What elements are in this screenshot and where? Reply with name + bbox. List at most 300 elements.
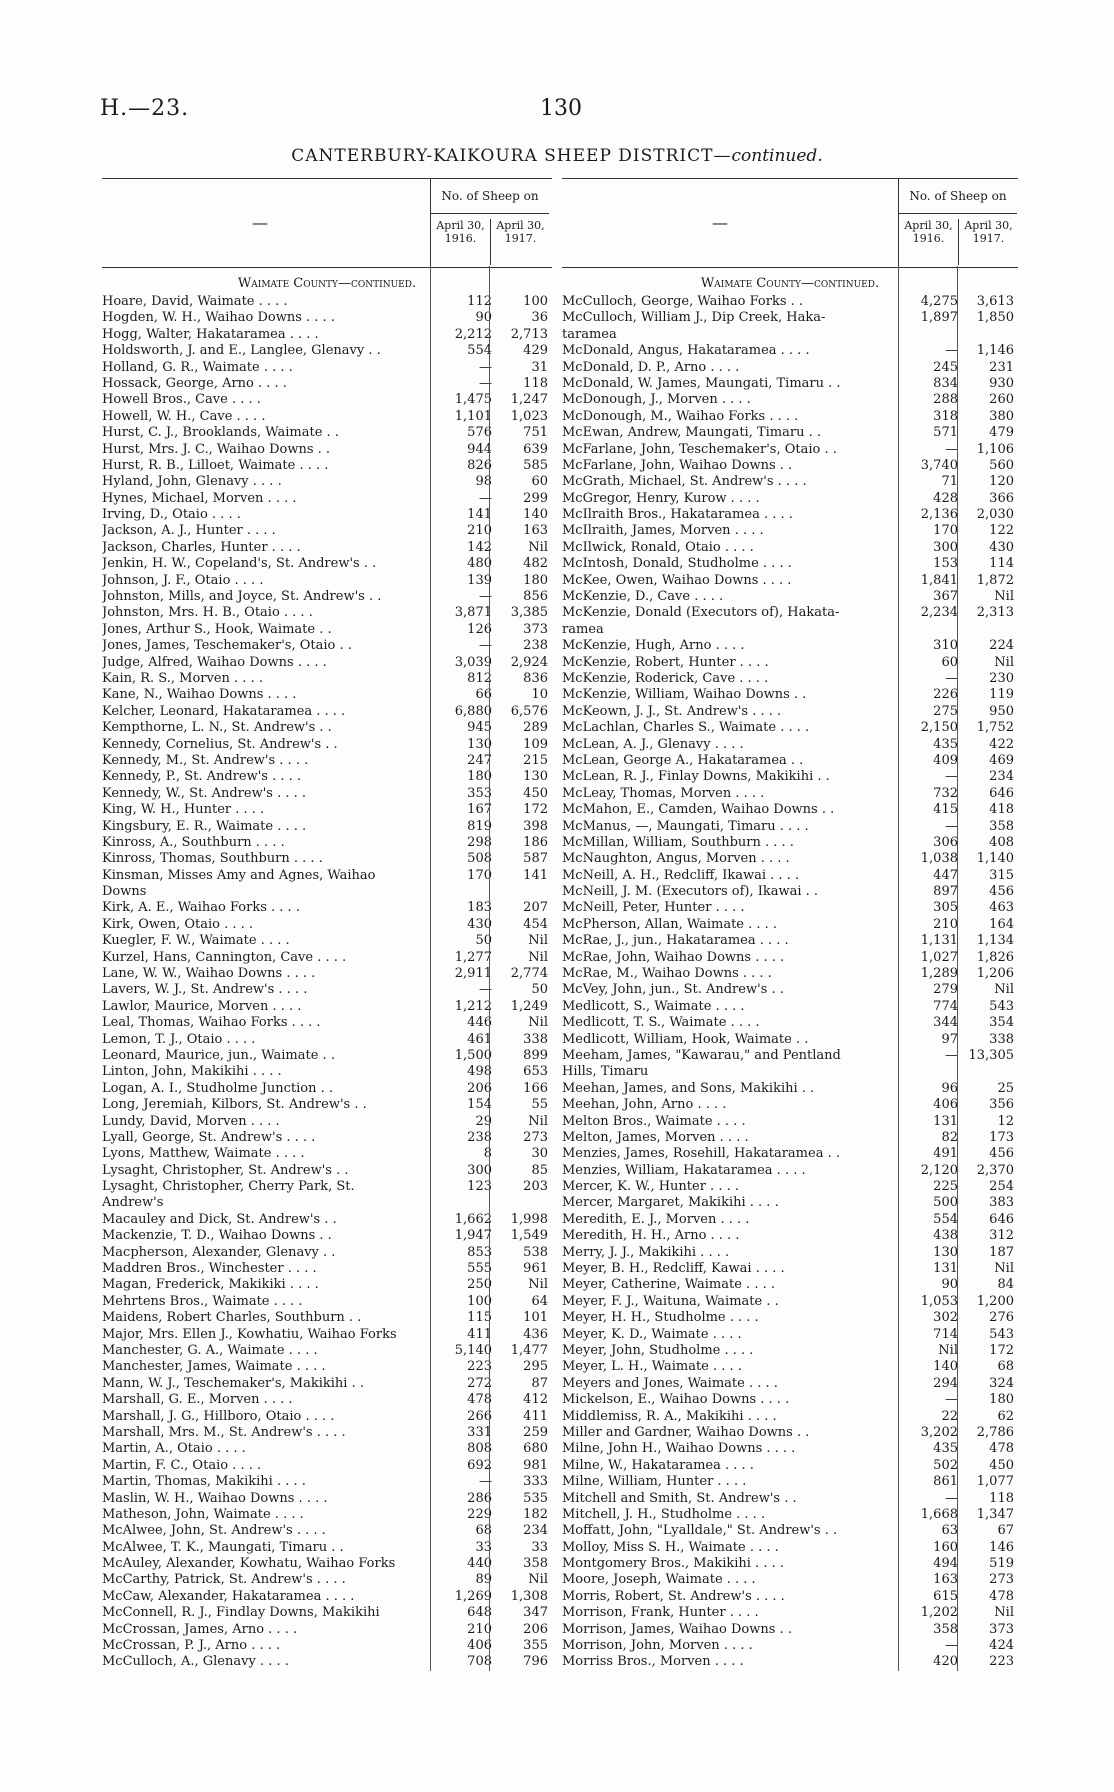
- left-column: [102, 178, 552, 1671]
- table-row: [562, 376, 1018, 392]
- sheep-1916: 415: [933, 802, 958, 818]
- owner-name: Kain, R. S., Morven . . . .: [102, 670, 263, 686]
- owner-name: McIntosh, Donald, Studholme . . . .: [562, 556, 792, 572]
- table-row: [562, 1261, 1018, 1277]
- table-row: [102, 737, 552, 753]
- sheep-1916: 6,880: [454, 703, 492, 719]
- owner-name: Molloy, Miss S. H., Waimate . . . .: [562, 1539, 779, 1555]
- owner-name: Martin, A., Otaio . . . .: [102, 1441, 246, 1457]
- owner-name: Lane, W. W., Waihao Downs . . . .: [102, 966, 316, 982]
- table-row: [562, 900, 1018, 916]
- sheep-1917: 358: [523, 1556, 548, 1572]
- sheep-1916: —: [945, 1392, 958, 1408]
- table-row: [562, 392, 1018, 408]
- sheep-1916: 112: [467, 294, 492, 309]
- table-row: [562, 1343, 1018, 1359]
- sheep-1916: 1,269: [454, 1588, 492, 1604]
- table-row: [102, 1654, 552, 1670]
- sheep-1916: 140: [933, 1359, 958, 1375]
- sheep-1916: 210: [467, 523, 492, 539]
- header-dash: —: [712, 213, 728, 232]
- table-row: [102, 458, 552, 474]
- table-row: [102, 917, 552, 933]
- owner-name: Downs: [102, 884, 147, 900]
- owner-name: Milne, W., Hakataramea . . . .: [562, 1457, 754, 1473]
- sheep-1916: Nil: [938, 1343, 958, 1358]
- sheep-1916: 298: [467, 834, 492, 850]
- owner-name: McGrath, Michael, St. Andrew's . . . .: [562, 474, 807, 490]
- sheep-1917: 899: [523, 1047, 548, 1063]
- owner-name: Magan, Frederick, Makikiki . . . .: [102, 1277, 319, 1293]
- sheep-1917: 33: [531, 1539, 548, 1555]
- sheep-1916: 139: [467, 572, 492, 588]
- sheep-1917: 295: [523, 1359, 548, 1375]
- owner-name: Milne, John H., Waihao Downs . . . .: [562, 1441, 796, 1457]
- sheep-1917: 456: [989, 1146, 1014, 1162]
- table-row: [102, 638, 552, 654]
- table-row: [562, 343, 1018, 359]
- sheep-1917: Nil: [994, 1261, 1014, 1277]
- sheep-1916: [906, 622, 964, 638]
- sheep-1916: 4,275: [920, 294, 958, 309]
- sheep-1916: 238: [467, 1129, 492, 1145]
- table-row: [102, 1114, 552, 1130]
- sheep-1916: 812: [467, 670, 492, 686]
- table-row: [102, 1556, 552, 1572]
- sheep-1917: 3,385: [510, 605, 548, 621]
- owner-name: Medlicott, T. S., Waimate . . . .: [562, 1015, 760, 1031]
- table-row: [102, 884, 552, 900]
- sheep-1917: [964, 1064, 1018, 1080]
- table-row: [562, 737, 1018, 753]
- table-row: [102, 655, 552, 671]
- sheep-1916: 286: [467, 1490, 492, 1506]
- sheep-1917: 1,998: [510, 1211, 548, 1227]
- table-row: [102, 1474, 552, 1490]
- sheep-1917: 118: [523, 375, 548, 391]
- table-row: [102, 835, 552, 851]
- sheep-1917: 538: [523, 1244, 548, 1260]
- sheep-1917: 122: [989, 523, 1014, 539]
- table-row: [102, 1638, 552, 1654]
- table-row: [562, 786, 1018, 802]
- owner-name: Hynes, Michael, Morven . . . .: [102, 490, 297, 506]
- sheep-1917: 180: [989, 1392, 1014, 1408]
- sheep-1917: 85: [531, 1162, 548, 1178]
- sheep-1917: 2,786: [976, 1424, 1014, 1440]
- sheep-1917: 100: [523, 294, 548, 309]
- sheep-1916: —: [479, 375, 492, 391]
- sheep-1917: 84: [997, 1277, 1014, 1293]
- owner-name: McDonald, D. P., Arno . . . .: [562, 359, 740, 375]
- sheep-1917: Nil: [994, 1605, 1014, 1621]
- sheep-1916: 154: [467, 1097, 492, 1113]
- owner-name: McCaw, Alexander, Hakataramea . . . .: [102, 1588, 355, 1604]
- table-row: [102, 1491, 552, 1507]
- sheep-1917: 50: [531, 982, 548, 998]
- table-row: [562, 1097, 1018, 1113]
- owner-name: Meehan, John, Arno . . . .: [562, 1097, 727, 1113]
- sheep-1916: 438: [933, 1228, 958, 1244]
- owner-name: McDonald, W. James, Maungati, Timaru . .: [562, 375, 841, 391]
- owner-name: Kinsman, Misses Amy and Agnes, Waihao: [102, 867, 376, 883]
- sheep-1916: 446: [467, 1015, 492, 1031]
- sheep-1916: —: [945, 1638, 958, 1654]
- sheep-count-header: [898, 179, 1017, 267]
- title-main: CANTERBURY-KAIKOURA SHEEP DISTRICT—: [291, 146, 732, 166]
- owner-name: Mitchell and Smith, St. Andrew's . .: [562, 1490, 797, 1506]
- sheep-1916: 141: [467, 507, 492, 523]
- owner-name: Martin, Thomas, Makikihi . . . .: [102, 1474, 306, 1490]
- sheep-1917: 2,313: [976, 605, 1014, 621]
- sheep-1917: 961: [523, 1261, 548, 1277]
- sheep-1917: 587: [523, 851, 548, 867]
- owner-name: Hogg, Walter, Hakataramea . . . .: [102, 326, 319, 342]
- sheep-1917: 1,023: [510, 408, 548, 424]
- table-row: [102, 589, 552, 605]
- table-row: [102, 720, 552, 736]
- table-row: [562, 687, 1018, 703]
- owner-name: Macpherson, Alexander, Glenavy . .: [102, 1244, 336, 1260]
- owner-name: McGregor, Henry, Kurow . . . .: [562, 490, 760, 506]
- sheep-1917: 260: [989, 392, 1014, 408]
- table-row: [102, 753, 552, 769]
- table-row: [102, 868, 552, 884]
- sheep-1916: 808: [467, 1441, 492, 1457]
- owner-name: Kennedy, P., St. Andrew's . . . .: [102, 769, 302, 785]
- owner-name: Meyer, B. H., Redcliff, Kawai . . . .: [562, 1261, 785, 1277]
- sheep-1916: 210: [467, 1621, 492, 1637]
- owner-name: Milne, William, Hunter . . . .: [562, 1474, 747, 1490]
- col-1916-header: April 30, 1916.: [904, 219, 953, 245]
- table-row: [102, 1146, 552, 1162]
- owner-name: Long, Jeremiah, Kilbors, St. Andrew's . .: [102, 1097, 367, 1113]
- owner-name: Mackenzie, T. D., Waihao Downs . .: [102, 1228, 332, 1244]
- sheep-1917: 519: [989, 1556, 1014, 1572]
- sheep-1916: 498: [467, 1064, 492, 1080]
- table-row: [102, 556, 552, 572]
- table-row: [102, 1523, 552, 1539]
- sheep-1916: 826: [467, 457, 492, 473]
- owner-name: McLean, George A., Hakataramea . .: [562, 752, 804, 768]
- owner-name: Jones, James, Teschemaker's, Otaio . .: [102, 638, 352, 654]
- sheep-1917: 182: [523, 1506, 548, 1522]
- table-row: [562, 950, 1018, 966]
- sheep-1917: Nil: [994, 654, 1014, 670]
- owner-name: Meehan, James, and Sons, Makikihi . .: [562, 1080, 815, 1096]
- owner-name: McIlraith Bros., Hakataramea . . . .: [562, 507, 793, 523]
- sheep-1917: 64: [531, 1293, 548, 1309]
- sheep-1916: 2,150: [920, 720, 958, 736]
- table-row: [102, 540, 552, 556]
- sheep-1916: 692: [467, 1457, 492, 1473]
- owner-name: McLeay, Thomas, Morven . . . .: [562, 785, 765, 801]
- sheep-1916: 480: [467, 556, 492, 572]
- owner-name: Morrison, Frank, Hunter . . . .: [562, 1605, 759, 1621]
- sheep-1917: 172: [523, 802, 548, 818]
- owner-name: Jones, Arthur S., Hook, Waimate . .: [102, 621, 332, 637]
- table-row: [562, 851, 1018, 867]
- owner-name: Meyer, L. H., Waimate . . . .: [562, 1359, 742, 1375]
- table-row: [562, 1179, 1018, 1195]
- sheep-1916: 435: [933, 736, 958, 752]
- sheep-1916: 1,500: [454, 1047, 492, 1063]
- table-row: [102, 1294, 552, 1310]
- table-row: [102, 671, 552, 687]
- table-row: [102, 1277, 552, 1293]
- sheep-1917: 101: [523, 1310, 548, 1326]
- sheep-1917: 172: [989, 1343, 1014, 1358]
- sheep-1916: 508: [467, 851, 492, 867]
- sheep-1917: 338: [989, 1031, 1014, 1047]
- sheep-1916: 344: [933, 1015, 958, 1031]
- page-number: 130: [540, 96, 582, 121]
- sheep-1916: 834: [933, 375, 958, 391]
- owner-name: Marshall, Mrs. M., St. Andrew's . . . .: [102, 1424, 346, 1440]
- sheep-1917: Nil: [528, 933, 548, 949]
- table-row: [562, 1474, 1018, 1490]
- table-row: [102, 1425, 552, 1441]
- page-title: [0, 146, 1114, 166]
- owner-name: Lawlor, Maurice, Morven . . . .: [102, 998, 302, 1014]
- col-1916-header: April 30, 1916.: [436, 219, 485, 245]
- owner-name: McLachlan, Charles S., Waimate . . . .: [562, 720, 810, 736]
- sheep-1916: 3,039: [454, 654, 492, 670]
- right-column: [562, 178, 1018, 1671]
- sheep-1917: 109: [523, 736, 548, 752]
- sheep-count-caption: No. of Sheep on: [909, 189, 1007, 203]
- owner-name: Judge, Alfred, Waihao Downs . . . .: [102, 654, 327, 670]
- table-row: [102, 1064, 552, 1080]
- sheep-1916: 2,120: [920, 1162, 958, 1178]
- sheep-1917: 585: [523, 457, 548, 473]
- sheep-1916: 461: [467, 1031, 492, 1047]
- owner-name: Kane, N., Waihao Downs . . . .: [102, 687, 297, 703]
- owner-name: Lyall, George, St. Andrew's . . . .: [102, 1129, 316, 1145]
- owner-name: Hurst, R. B., Lilloet, Waimate . . . .: [102, 457, 329, 473]
- sheep-1916: 1,027: [920, 949, 958, 965]
- owner-name: McVey, John, jun., St. Andrew's . .: [562, 982, 784, 998]
- right-table-header: [562, 178, 1018, 268]
- sheep-1917: 543: [989, 1326, 1014, 1342]
- table-row: [562, 1638, 1018, 1654]
- sheep-1916: —: [479, 1474, 492, 1490]
- table-row: [562, 491, 1018, 507]
- table-row: [102, 687, 552, 703]
- owner-name: McRae, John, Waihao Downs . . . .: [562, 949, 785, 965]
- owner-name: Merry, J. J., Makikihi . . . .: [562, 1244, 730, 1260]
- owner-name: Mitchell, J. H., Studholme . . . .: [562, 1506, 766, 1522]
- sheep-1917: 254: [989, 1179, 1014, 1195]
- sheep-1917: 10: [531, 687, 548, 703]
- sheep-1916: —: [479, 589, 492, 605]
- sheep-1916: 226: [933, 687, 958, 703]
- table-row: [562, 769, 1018, 785]
- owner-name: McAlwee, T. K., Maungati, Timaru . .: [102, 1539, 344, 1555]
- table-row: [562, 409, 1018, 425]
- sheep-1917: 186: [523, 834, 548, 850]
- left-col-rule-2: [489, 266, 490, 1671]
- sheep-1917: 203: [523, 1179, 548, 1195]
- sheep-1917: 560: [989, 457, 1014, 473]
- table-row: [562, 884, 1018, 900]
- table-row: [102, 1327, 552, 1343]
- table-row: [562, 720, 1018, 736]
- sheep-1916: 153: [933, 556, 958, 572]
- sheep-1917: 62: [997, 1408, 1014, 1424]
- sheep-1916: 1,131: [920, 933, 958, 949]
- table-row: [562, 1523, 1018, 1539]
- sheep-1917: 479: [989, 425, 1014, 441]
- table-row: [562, 1081, 1018, 1097]
- table-row: [102, 1540, 552, 1556]
- table-row: [562, 1294, 1018, 1310]
- sheep-1916: 367: [933, 589, 958, 605]
- table-row: [562, 360, 1018, 376]
- sheep-1916: —: [945, 1047, 958, 1063]
- sheep-1916: 358: [933, 1621, 958, 1637]
- sheep-1917: 469: [989, 752, 1014, 768]
- table-row: [102, 327, 552, 343]
- sheep-1916: 2,911: [454, 966, 492, 982]
- sheep-1917: 1,146: [976, 343, 1014, 359]
- table-row: [562, 1622, 1018, 1638]
- sheep-1917: [964, 327, 1018, 343]
- sheep-1917: 25: [997, 1080, 1014, 1096]
- table-row: [562, 1032, 1018, 1048]
- sheep-1916: [906, 1064, 964, 1080]
- sheep-1916: 2,136: [920, 507, 958, 523]
- sheep-1917: 273: [989, 1572, 1014, 1588]
- table-row: [562, 294, 1018, 310]
- left-rows: [102, 294, 552, 1671]
- sheep-1917: 120: [989, 474, 1014, 490]
- sheep-1916: 318: [933, 408, 958, 424]
- sheep-1917: 930: [989, 375, 1014, 391]
- table-row: [562, 1212, 1018, 1228]
- sheep-1917: 234: [523, 1523, 548, 1539]
- sheep-1917: 2,924: [510, 654, 548, 670]
- sheep-1916: 247: [467, 752, 492, 768]
- table-row: [102, 294, 552, 310]
- owner-name: Morriss Bros., Morven . . . .: [562, 1654, 744, 1670]
- table-row: [102, 442, 552, 458]
- owner-name: Mickelson, E., Waihao Downs . . . .: [562, 1392, 790, 1408]
- owner-name: McRae, M., Waihao Downs . . . .: [562, 966, 772, 982]
- owner-name: Kempthorne, L. N., St. Andrew's . .: [102, 720, 332, 736]
- sheep-1917: 1,752: [976, 720, 1014, 736]
- sheep-1917: 324: [989, 1375, 1014, 1391]
- table-row: [102, 704, 552, 720]
- owner-name: McNaughton, Angus, Morven . . . .: [562, 851, 790, 867]
- owner-name: Hogden, W. H., Waihao Downs . . . .: [102, 310, 335, 326]
- sheep-1917: 450: [523, 785, 548, 801]
- owner-name: Meeham, James, "Kawarau," and Pentland: [562, 1047, 841, 1063]
- sheep-1917: Nil: [994, 589, 1014, 605]
- sheep-1916: 774: [933, 998, 958, 1014]
- sheep-1916: 945: [467, 720, 492, 736]
- table-row: [562, 1441, 1018, 1457]
- owner-name: Maddren Bros., Winchester . . . .: [102, 1261, 317, 1277]
- table-row: [562, 474, 1018, 490]
- sheep-1917: 424: [989, 1638, 1014, 1654]
- table-row: [562, 966, 1018, 982]
- owner-name: Meredith, E. J., Morven . . . .: [562, 1211, 750, 1227]
- sheep-1916: 183: [467, 900, 492, 916]
- owner-name: Moore, Joseph, Waimate . . . .: [562, 1572, 756, 1588]
- sheep-1917: 231: [989, 359, 1014, 375]
- sheep-1917: 67: [997, 1523, 1014, 1539]
- table-row: [102, 1572, 552, 1588]
- table-row: [562, 819, 1018, 835]
- owner-name: McNeill, A. H., Redcliff, Ikawai . . . .: [562, 867, 800, 883]
- sheep-1917: 30: [531, 1146, 548, 1162]
- sheep-1917: 163: [523, 523, 548, 539]
- owner-name: Melton Bros., Waimate . . . .: [562, 1113, 746, 1129]
- sheep-1917: 206: [523, 1621, 548, 1637]
- sheep-1916: 3,202: [920, 1424, 958, 1440]
- sheep-1917: 856: [523, 589, 548, 605]
- sheep-1917: 180: [523, 572, 548, 588]
- owner-name: Menzies, William, Hakataramea . . . .: [562, 1162, 806, 1178]
- sheep-1916: 170: [467, 867, 492, 883]
- sheep-1917: 146: [989, 1539, 1014, 1555]
- owner-name: Middlemiss, R. A., Makikihi . . . .: [562, 1408, 777, 1424]
- sheep-1916: 1,475: [454, 392, 492, 408]
- table-row: [562, 425, 1018, 441]
- sheep-1917: 430: [989, 539, 1014, 555]
- right-rows: [562, 294, 1018, 1671]
- sheep-1917: 1,077: [976, 1474, 1014, 1490]
- sheep-1916: 648: [467, 1605, 492, 1621]
- table-row: [102, 573, 552, 589]
- table-row: [562, 1458, 1018, 1474]
- owner-name: McKee, Owen, Waihao Downs . . . .: [562, 572, 792, 588]
- sheep-1917: 366: [989, 490, 1014, 506]
- table-row: [562, 868, 1018, 884]
- table-row: [102, 1392, 552, 1408]
- owner-name: McAlwee, John, St. Andrew's . . . .: [102, 1523, 326, 1539]
- sheep-1917: 1,247: [510, 392, 548, 408]
- sheep-1917: 454: [523, 916, 548, 932]
- owner-name: Hurst, Mrs. J. C., Waihao Downs . .: [102, 441, 331, 457]
- sheep-1916: 331: [467, 1424, 492, 1440]
- owner-name: Hoare, David, Waimate . . . .: [102, 294, 288, 309]
- owner-name: Kinross, Thomas, Southburn . . . .: [102, 851, 323, 867]
- table-row: [102, 605, 552, 621]
- table-row: [102, 1048, 552, 1064]
- sheep-1917: 1,850: [976, 310, 1014, 326]
- sheep-1917: 482: [523, 556, 548, 572]
- sheep-1916: 306: [933, 834, 958, 850]
- owner-name: McEwan, Andrew, Maungati, Timaru . .: [562, 425, 821, 441]
- sheep-1916: 554: [467, 343, 492, 359]
- sheep-1916: 944: [467, 441, 492, 457]
- table-row: [102, 1097, 552, 1113]
- sheep-1916: 130: [467, 736, 492, 752]
- table-row: [562, 917, 1018, 933]
- table-row: [102, 310, 552, 326]
- table-row: [102, 1032, 552, 1048]
- sheep-1917: 312: [989, 1228, 1014, 1244]
- sheep-1917: 412: [523, 1392, 548, 1408]
- table-row: [102, 1130, 552, 1146]
- owner-name: McCulloch, William J., Dip Creek, Haka-: [562, 310, 826, 326]
- table-row: [562, 523, 1018, 539]
- sheep-1916: 440: [467, 1556, 492, 1572]
- sheep-1916: 714: [933, 1326, 958, 1342]
- sheep-1916: 447: [933, 867, 958, 883]
